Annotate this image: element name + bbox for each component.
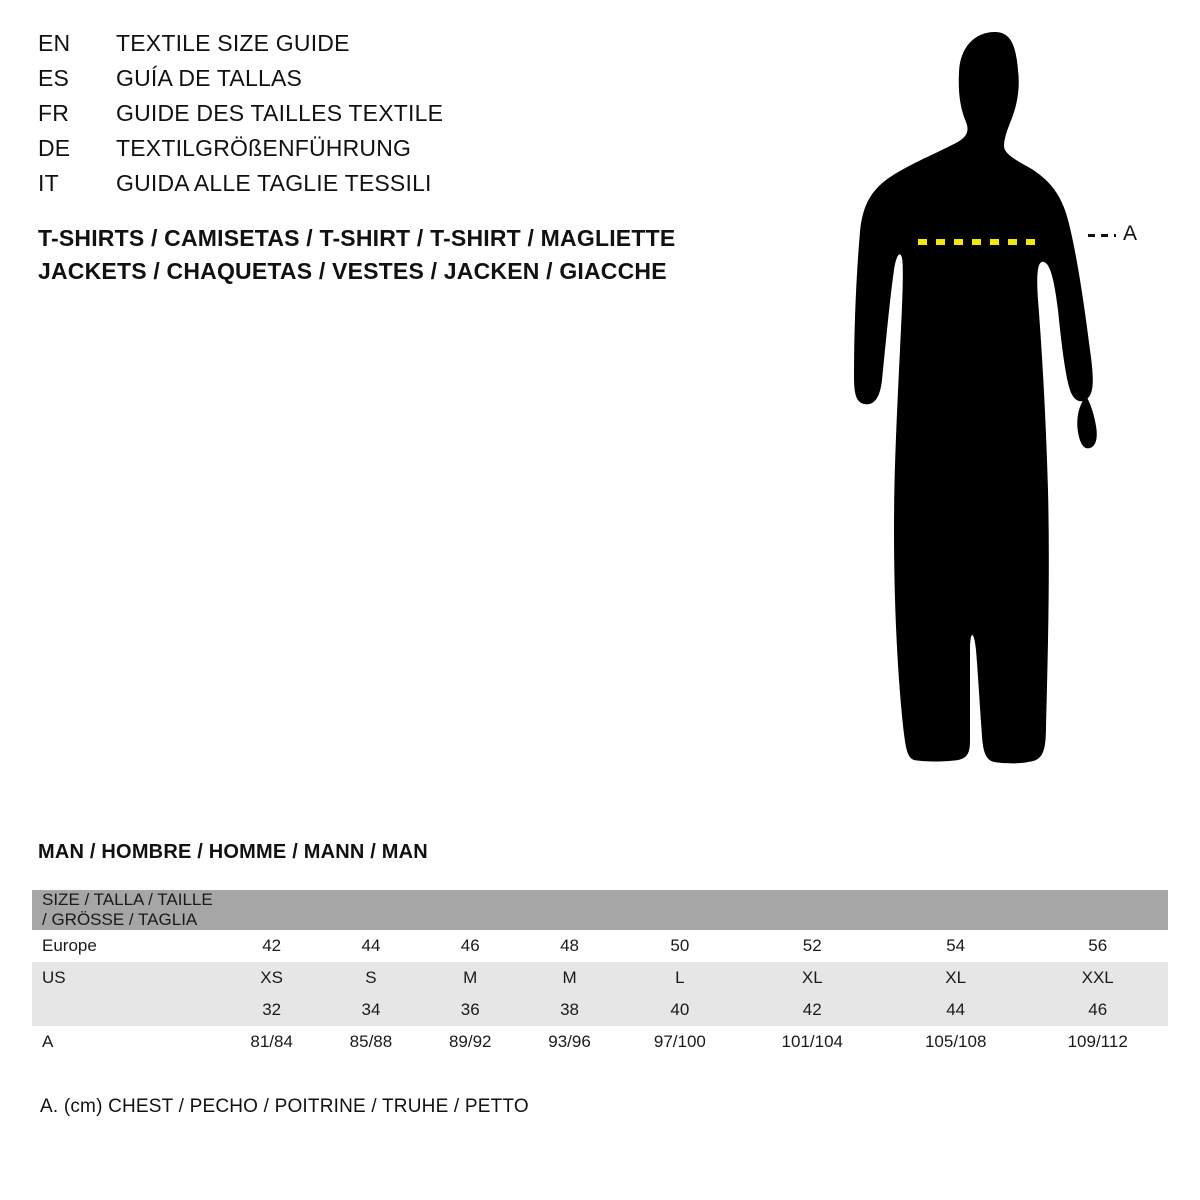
table-cell: 44 (321, 930, 420, 962)
table-header-spacer (741, 890, 884, 930)
language-text: GUIDE DES TAILLES TEXTILE (116, 100, 444, 126)
language-code: FR (38, 100, 70, 126)
table-header-spacer (884, 890, 1027, 930)
table-header-spacer (520, 890, 619, 930)
language-text: TEXTILGRÖßENFÜHRUNG (116, 135, 412, 161)
language-code: ES (38, 65, 70, 91)
category-titles (38, 222, 675, 288)
table-row (32, 1026, 1168, 1058)
table-cell: L (619, 962, 740, 994)
table-cell: 34 (321, 994, 420, 1026)
table-cell: 56 (1027, 930, 1168, 962)
language-text: GUÍA DE TALLAS (116, 65, 303, 91)
table-cell: 52 (741, 930, 884, 962)
language-row (38, 65, 798, 100)
table-footnote: A. (cm) CHEST / PECHO / POITRINE / TRUHE / PETTO (40, 1096, 529, 1117)
language-code: DE (38, 135, 71, 161)
table-cell: XXL (1027, 962, 1168, 994)
table-header-spacer (1027, 890, 1168, 930)
table-cell: 50 (619, 930, 740, 962)
row-label: Europe (32, 930, 222, 962)
table-cell: M (520, 962, 619, 994)
language-list (38, 30, 798, 205)
table-group-title: MAN / HOMBRE / HOMME / MANN / MAN (38, 841, 428, 863)
table-cell: 105/108 (884, 1026, 1027, 1058)
language-row (38, 30, 798, 65)
table-header-spacer (321, 890, 420, 930)
table-header-spacer (222, 890, 321, 930)
table-header-spacer (421, 890, 520, 930)
row-label: US (32, 962, 222, 994)
chest-leader-dash (1088, 234, 1116, 237)
table-cell: 101/104 (741, 1026, 884, 1058)
table-cell: 48 (520, 930, 619, 962)
table-cell: 36 (421, 994, 520, 1026)
table-row (32, 994, 1168, 1026)
table-cell: XL (741, 962, 884, 994)
table-cell: 46 (421, 930, 520, 962)
table-cell: 81/84 (222, 1026, 321, 1058)
table-cell: 42 (222, 930, 321, 962)
language-row (38, 135, 798, 170)
language-text: GUIDA ALLE TAGLIE TESSILI (116, 170, 432, 196)
category-line-tshirts: T-SHIRTS / CAMISETAS / T-SHIRT / T-SHIRT / MAGLIETTE (38, 225, 676, 251)
table-cell: 93/96 (520, 1026, 619, 1058)
table-cell: 40 (619, 994, 740, 1026)
language-row (38, 170, 798, 205)
table-header-row (32, 890, 1168, 930)
table-cell: 54 (884, 930, 1027, 962)
table-cell: 109/112 (1027, 1026, 1168, 1058)
table-cell: 97/100 (619, 1026, 740, 1058)
table-cell: M (421, 962, 520, 994)
table-row (32, 962, 1168, 994)
body-silhouette (790, 10, 1190, 800)
table-cell: 44 (884, 994, 1027, 1026)
table-cell: 89/92 (421, 1026, 520, 1058)
table-header-label: SIZE / TALLA / TAILLE / GRÖSSE / TAGLIA (32, 890, 222, 930)
table-cell: 32 (222, 994, 321, 1026)
language-code: IT (38, 170, 59, 196)
language-code: EN (38, 30, 71, 56)
category-line-jackets: JACKETS / CHAQUETAS / VESTES / JACKEN / GIACCHE (38, 258, 667, 284)
table-row (32, 930, 1168, 962)
size-table (32, 890, 1168, 1058)
table-cell: 46 (1027, 994, 1168, 1026)
table-cell: 42 (741, 994, 884, 1026)
table-cell: XS (222, 962, 321, 994)
table-cell: 85/88 (321, 1026, 420, 1058)
language-text: TEXTILE SIZE GUIDE (116, 30, 350, 56)
table-header-spacer (619, 890, 740, 930)
silhouette-shape (854, 32, 1097, 763)
table-cell: S (321, 962, 420, 994)
table-cell: XL (884, 962, 1027, 994)
language-row (38, 100, 798, 135)
table-cell: 38 (520, 994, 619, 1026)
row-label: A (32, 1026, 222, 1058)
chest-measure-label: A (1123, 222, 1138, 245)
row-label (32, 994, 222, 1026)
